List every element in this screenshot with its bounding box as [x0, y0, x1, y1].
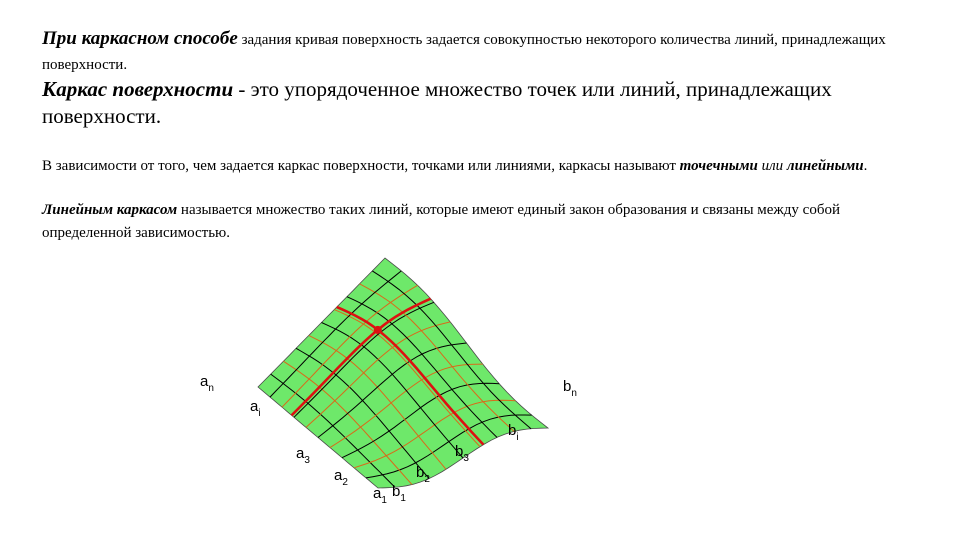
types-point: точечными: [679, 158, 758, 174]
label-b-2: $b_2$: [416, 464, 430, 485]
label-b-1: $b_1$: [392, 483, 406, 504]
label-a-2: $a_2$: [334, 467, 348, 488]
label-b-3: $b_3$: [455, 443, 469, 464]
label-a-i: $a_i$: [250, 398, 261, 419]
label-b-n: $b_n$: [563, 378, 577, 399]
label-b-i: $b_i$: [508, 422, 519, 443]
linear-frame-rest: называется множество таких линий, которые имеют единый закон образования и связаны между собой определенной зависимостью.: [42, 202, 840, 241]
types-linear: линейными: [786, 158, 864, 174]
types-or: или: [761, 158, 784, 174]
label-subscript: 1: [400, 493, 406, 504]
intro-lead: При каркасном способе: [42, 28, 238, 49]
label-subscript: 3: [463, 453, 469, 464]
label-subscript: 2: [342, 477, 348, 488]
label-subscript: n: [208, 383, 214, 394]
label-a-3: $a_3$: [296, 445, 310, 466]
label-a-n: $a_n$: [200, 373, 214, 394]
intersection-point: [374, 326, 382, 334]
label-a-1: $a_1$: [373, 485, 387, 506]
label-subscript: n: [571, 388, 577, 399]
label-subscript: i: [258, 408, 261, 419]
intro-rest: задания кривая поверхность задается совокупностью некоторого количества линий, принадлежащих поверхности.: [42, 32, 886, 73]
label-subscript: i: [516, 432, 519, 443]
types-text: В зависимости от того, чем задается каркас поверхности, точками или линиями, каркасы называют: [42, 158, 680, 174]
definition-lead: Каркас поверхности: [42, 77, 234, 101]
label-subscript: 2: [424, 474, 430, 485]
definition-rest: - это упорядоченное множество точек или линий, принадлежащих поверхности.: [42, 77, 832, 128]
linear-frame-lead: Линейным каркасом: [42, 202, 178, 218]
label-subscript: 1: [381, 495, 387, 506]
types-end: .: [863, 158, 868, 174]
label-subscript: 3: [304, 455, 310, 466]
